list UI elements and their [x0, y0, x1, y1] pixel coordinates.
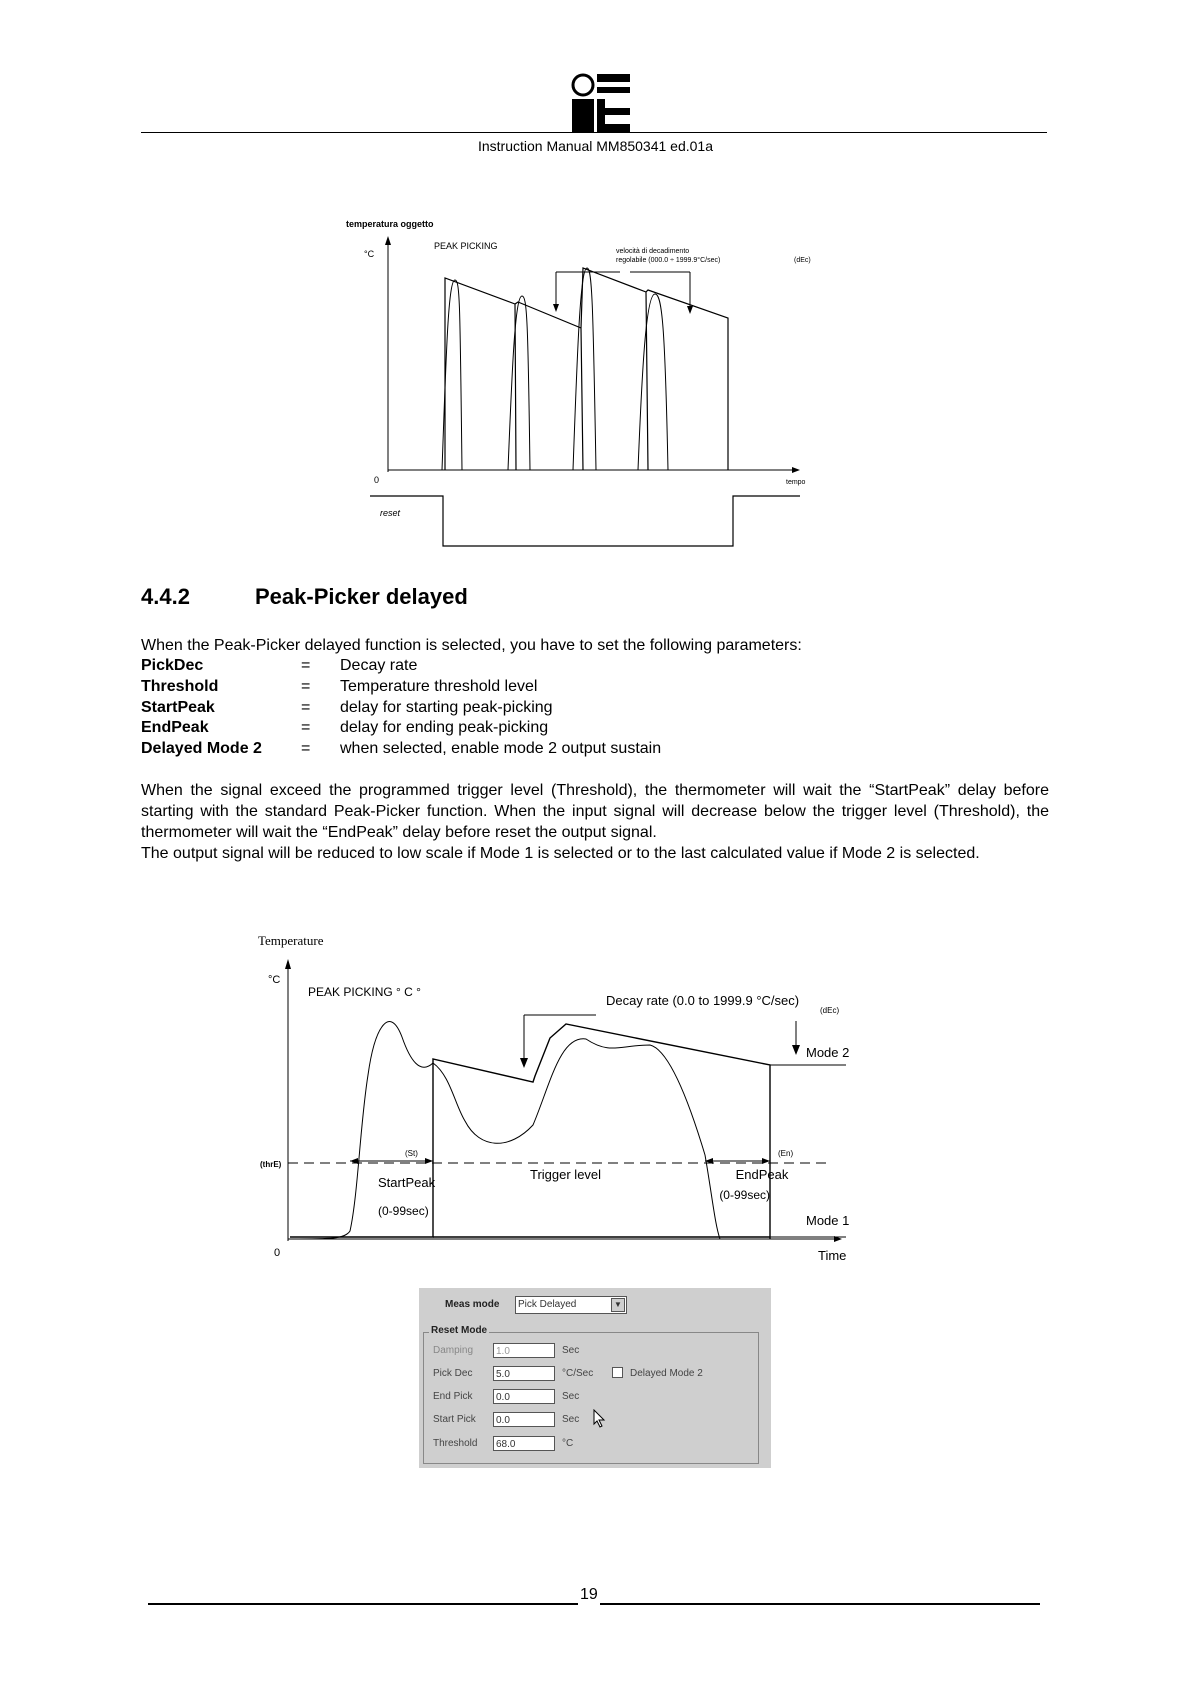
end-pick-value: 0.0	[496, 1392, 510, 1403]
param-desc: Temperature threshold level	[340, 677, 538, 695]
end-pick-field[interactable]	[493, 1389, 555, 1404]
param-eq: =	[301, 698, 311, 716]
fig2-st-code: (St)	[405, 1149, 418, 1158]
fig2-trigger: Trigger level	[530, 1167, 602, 1182]
section-number: 4.4.2	[141, 584, 190, 609]
fig2-y-unit: °C	[268, 974, 281, 986]
param-name: Threshold	[141, 677, 219, 695]
company-logo	[570, 72, 630, 132]
fig2-zero: 0	[274, 1247, 281, 1259]
mouse-cursor-icon	[593, 1409, 607, 1429]
damping-field[interactable]	[493, 1343, 555, 1358]
paragraph-delay: When the signal exceed the programmed trigger level (Threshold), the thermometer will wait the “StartPeak” delay before starting with the standard Peak-Picker function. When the input signal will decrease below the trigger level (Threshold), the thermometer will wait the “EndPeak” delay before reset the output signal.	[141, 782, 1049, 841]
footer-rule-left	[148, 1603, 578, 1605]
start-pick-field[interactable]	[493, 1412, 555, 1427]
param-name: Delayed Mode 2	[141, 740, 262, 758]
chevron-down-icon: ▼	[611, 1298, 625, 1312]
param-name: StartPeak	[141, 698, 215, 716]
param-eq: =	[301, 740, 311, 758]
section-heading	[141, 584, 468, 610]
fig1-annotation-code: (dEc)	[794, 257, 811, 264]
damping-value: 1.0	[496, 1346, 510, 1357]
section-title: Peak-Picker delayed	[255, 584, 468, 609]
peak-picker-delayed-figure	[250, 925, 930, 1265]
reset-mode-label: Reset Mode	[431, 1325, 488, 1336]
param-eq: =	[301, 719, 311, 737]
parameter-row	[141, 678, 661, 699]
param-name: EndPeak	[141, 719, 209, 737]
meas-mode-label: Meas mode	[445, 1299, 500, 1310]
damping-label: Damping	[433, 1345, 474, 1356]
fig2-x-label: Time	[818, 1248, 847, 1263]
parameter-row	[141, 719, 661, 740]
settings-panel	[419, 1288, 771, 1468]
pick-dec-unit: °C/Sec	[562, 1368, 594, 1379]
fig2-start-range: (0-99sec)	[378, 1204, 429, 1218]
start-pick-label: Start Pick	[433, 1414, 476, 1425]
fig1-annotation-2: regolabile (000.0 ÷ 1999.9°C/sec)	[616, 257, 721, 264]
pick-dec-value: 5.0	[496, 1369, 510, 1380]
fig2-threshold-code: (thrE)	[260, 1160, 282, 1169]
meas-mode-value: Pick Delayed	[518, 1299, 577, 1310]
param-name: PickDec	[141, 657, 204, 674]
fig1-annotation-1: velocità di decadimento	[616, 248, 690, 255]
fig2-mode2: Mode 2	[806, 1045, 850, 1060]
delayed-mode2-checkbox[interactable]	[612, 1367, 623, 1378]
fig1-y-caption: temperatura oggetto	[346, 219, 434, 229]
param-desc: Decay rate	[340, 657, 418, 674]
intro-text: When the Peak-Picker delayed function is selected, you have to set the following parameters:	[141, 637, 802, 654]
fig2-end-peak: EndPeak	[735, 1167, 789, 1182]
param-eq: =	[301, 657, 311, 674]
fig2-decay-label: Decay rate (0.0 to 1999.9 °C/sec)	[606, 993, 800, 1008]
delayed-mode2-label: Delayed Mode 2	[630, 1368, 703, 1379]
page-number: 19	[580, 1586, 598, 1603]
fig1-y-unit: °C	[364, 249, 375, 259]
fig2-decay-code: (dEc)	[820, 1006, 840, 1015]
param-desc: when selected, enable mode 2 output sustain	[340, 740, 662, 758]
parameter-row	[141, 657, 661, 678]
fig2-end-range: (0-99sec)	[719, 1188, 770, 1202]
peak-picking-figure	[330, 210, 830, 560]
parameter-row	[141, 699, 661, 720]
fig1-x-label: tempo	[786, 479, 806, 486]
fig1-zero: 0	[374, 475, 380, 485]
fig2-y-caption: Temperature	[258, 933, 324, 948]
threshold-field[interactable]	[493, 1436, 555, 1451]
parameter-list	[141, 657, 661, 761]
threshold-label: Threshold	[433, 1438, 478, 1449]
parameter-row	[141, 740, 661, 761]
start-pick-unit: Sec	[562, 1414, 580, 1425]
footer-rule-right	[600, 1603, 1040, 1605]
fig1-reset-label: reset	[380, 508, 401, 518]
end-pick-label: End Pick	[433, 1391, 473, 1402]
param-eq: =	[301, 677, 311, 695]
fig1-title: PEAK PICKING	[434, 241, 498, 251]
paragraph-output: The output signal will be reduced to low scale if Mode 1 is selected or to the last calculated value if Mode 2 is selected.	[141, 845, 980, 862]
pick-dec-label: Pick Dec	[433, 1368, 473, 1379]
meas-mode-select[interactable]	[515, 1296, 627, 1314]
fig2-title: PEAK PICKING ° C °	[308, 985, 421, 999]
fig2-mode1: Mode 1	[806, 1213, 850, 1228]
pick-dec-field[interactable]	[493, 1366, 555, 1381]
end-pick-unit: Sec	[562, 1391, 580, 1402]
param-desc: delay for starting peak-picking	[340, 698, 553, 716]
threshold-unit: °C	[562, 1438, 574, 1449]
fig2-en-code: (En)	[778, 1149, 794, 1158]
header-rule	[141, 132, 1047, 133]
threshold-value: 68.0	[496, 1439, 516, 1450]
header-title: Instruction Manual MM850341 ed.01a	[477, 138, 714, 154]
fig2-start-peak: StartPeak	[378, 1175, 436, 1190]
start-pick-value: 0.0	[496, 1415, 510, 1426]
param-desc: delay for ending peak-picking	[340, 719, 549, 737]
damping-unit: Sec	[562, 1345, 580, 1356]
